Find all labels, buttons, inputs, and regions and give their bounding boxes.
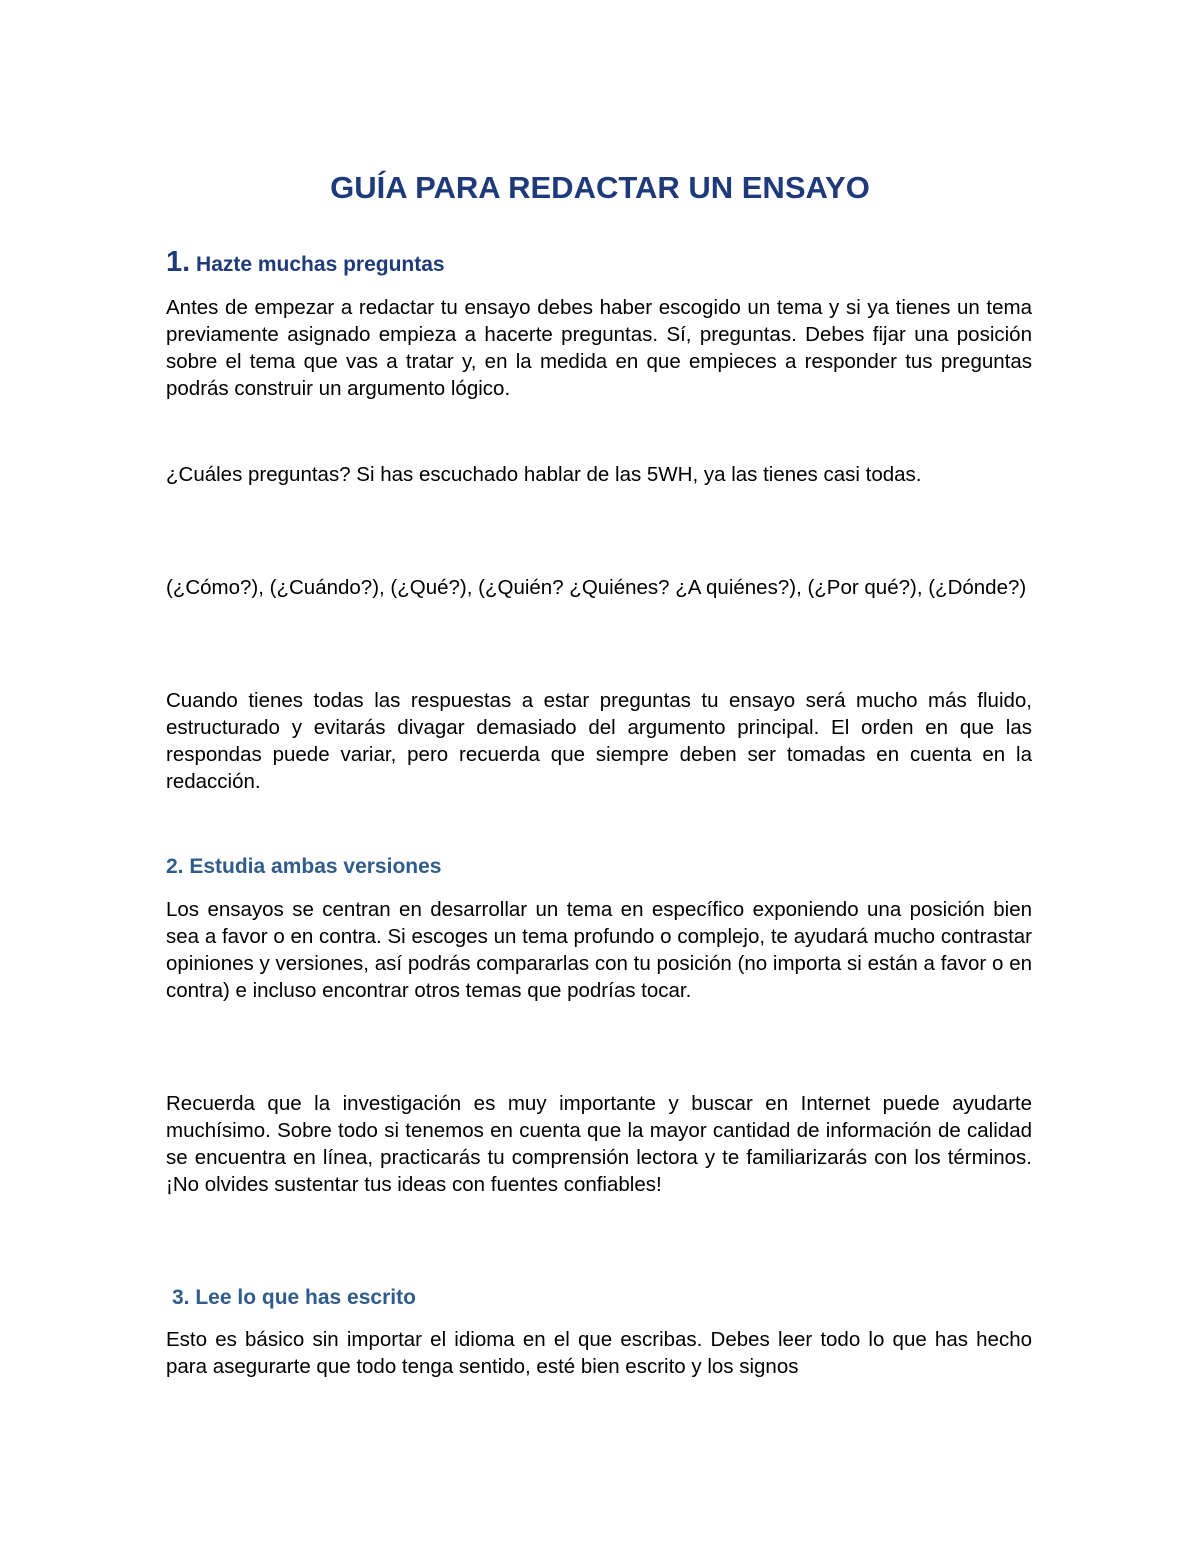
- section-1-heading: [166, 248, 445, 279]
- section-1-paragraph-3: (¿Cómo?), (¿Cuándo?), (¿Qué?), (¿Quién? ¿Quiénes? ¿A quiénes?), (¿Por qué?), (¿Dónde?): [166, 576, 1027, 599]
- section-2-paragraph-1: Los ensayos se centran en desarrollar un tema en específico exponiendo una posición bien sea a favor o en contra. Si escoges un tema profundo o complejo, te ayudará mucho contrastar opiniones y versiones, así podrás compararlas con tu posición (no importa si están a favor o en contra) e incluso encontrar otros temas que podrías tocar.: [166, 898, 1032, 1002]
- section-2-paragraph-2: Recuerda que la investigación es muy importante y buscar en Internet puede ayudarte muchísimo. Sobre todo si tenemos en cuenta que la mayor cantidad de información de calidad se encuentra en línea, practicarás tu comprensión lectora y te familiarizarás con los términos. ¡No olvides sustentar tus ideas con fuentes confiables!: [166, 1092, 1032, 1196]
- section-1-paragraph-2: ¿Cuáles preguntas? Si has escuchado hablar de las 5WH, ya las tienes casi todas.: [166, 463, 922, 486]
- section-2-heading: 2. Estudia ambas versiones: [166, 855, 442, 878]
- section-1-paragraph-1: Antes de empezar a redactar tu ensayo debes haber escogido un tema y si ya tienes un tema previamente asignado empieza a hacerte preguntas. Sí, preguntas. Debes fijar una posición sobre el tema que vas a tratar y, en la medida en que empieces a responder tus preguntas podrás construir un argumento lógico.: [166, 296, 1032, 400]
- section-1-paragraph-4: Cuando tienes todas las respuestas a estar preguntas tu ensayo será mucho más fluido, estructurado y evitarás divagar demasiado del argumento principal. El orden en que las respondas puede variar, pero recuerda que siempre deben ser tomadas en cuenta en la redacción.: [166, 689, 1032, 793]
- section-3-heading: 3. Lee lo que has escrito: [172, 1286, 416, 1309]
- section-1-heading-text: Hazte muchas preguntas: [196, 253, 445, 276]
- section-3-paragraph-1: Esto es básico sin importar el idioma en el que escribas. Debes leer todo lo que has hecho para asegurarte que todo tenga sentido, esté bien escrito y los signos: [166, 1328, 1032, 1378]
- section-1-number: 1.: [166, 246, 191, 278]
- document-title: GUÍA PARA REDACTAR UN ENSAYO: [330, 170, 870, 205]
